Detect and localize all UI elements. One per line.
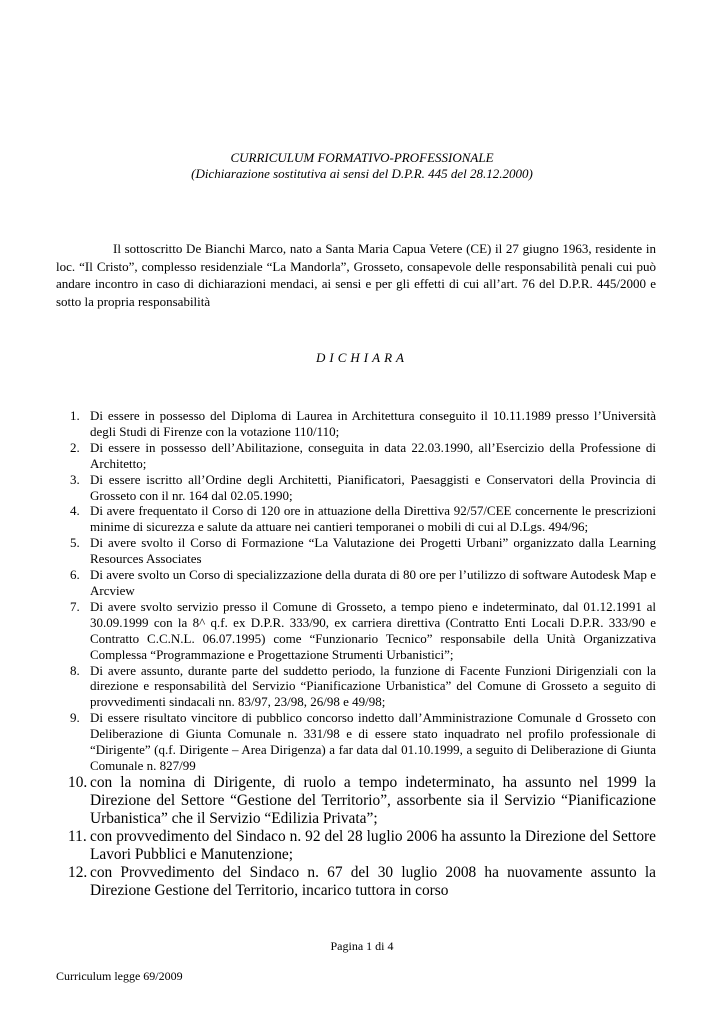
page-number: Pagina 1 di 4 [330, 939, 394, 953]
list-item [56, 864, 656, 900]
list-item [56, 599, 656, 663]
list-item [56, 710, 656, 774]
item-number: 4. [70, 503, 80, 519]
list-item [56, 567, 656, 599]
item-text: Di essere iscritto all’Ordine degli Architetti, Pianificatori, Paesaggisti e Conservatori della Provincia di Grosseto con il nr. 164 dal 02.05.1990; [90, 471, 656, 503]
item-text: con Provvedimento del Sindaco n. 67 del 30 luglio 2008 ha nuovamente assunto la Direzione Gestione del Territorio, incarico tuttora in corso [90, 864, 656, 900]
document-subtitle: (Dichiarazione sostitutiva ai sensi del D.P.R. 445 del 28.12.2000) [191, 166, 533, 181]
item-number: 12. [68, 864, 88, 882]
item-number: 2. [70, 439, 80, 455]
list-item [56, 472, 656, 504]
list-item [56, 408, 656, 440]
item-text: Di avere frequentato il Corso di 120 ore in attuazione della Direttiva 92/57/CEE concernente le prescrizioni minime di sicurezza e salute da attuare nei cantieri temporanei o mobili di cui al D.Lgs. 494/96; [90, 503, 656, 535]
item-text: Di avere svolto servizio presso il Comune di Grosseto, a tempo pieno e indeterminato, dal 01.12.1991 al 30.09.1999 con la 8^ q.f. ex D.P.R. 333/90, ex carriera direttiva (Contratto Enti Locali D.P.R. 333/90 e Contratto C.C.N.L. 06.07.1995) come “Funzionario Tecnico” responsabile della Unità Organizzativa Complessa “Programmazione e Progettazione Strumenti Urbanistici”; [90, 598, 656, 662]
item-text: Di avere assunto, durante parte del suddetto periodo, la funzione di Facente Funzioni Dirigenziali con la direzione e responsabilità del Servizio “Pianificazione Urbanistica” del Comune di Grosseto a seguito di provvedimenti sindacali nn. 83/97, 23/98, 26/98 e 49/98; [90, 662, 656, 710]
item-number: 10. [68, 773, 88, 791]
list-item [56, 535, 656, 567]
item-number: 9. [70, 710, 80, 726]
list-item [56, 440, 656, 472]
footer-note: Curriculum legge 69/2009 [56, 969, 183, 983]
document-title: CURRICULUM FORMATIVO-PROFESSIONALE [230, 150, 494, 165]
item-text: con la nomina di Dirigente, di ruolo a tempo indeterminato, ha assunto nel 1999 la Direzione del Settore “Gestione del Territorio”, assorbente sia il Servizio “Pianificazione Urbanistica” che il Servizio “Edilizia Privata”; [90, 773, 656, 828]
item-number: 6. [70, 567, 80, 583]
item-text: con provvedimento del Sindaco n. 92 del 28 luglio 2006 ha assunto la Direzione del Settore Lavori Pubblici e Manutenzione; [90, 828, 656, 864]
item-text: Di essere in possesso dell’Abilitazione, conseguita in data 22.03.1990, all’Esercizio della Professione di Architetto; [90, 439, 656, 471]
list-item [56, 663, 656, 711]
item-text: Di avere svolto il Corso di Formazione “La Valutazione dei Progetti Urbani” organizzato dalla Learning Resources Associates [90, 535, 656, 567]
list-item [56, 503, 656, 535]
item-number: 7. [70, 598, 80, 614]
item-number: 5. [70, 535, 80, 551]
item-text: Di essere in possesso del Diploma di Laurea in Architettura conseguito il 10.11.1989 presso l’Università degli Studi di Firenze con la votazione 110/110; [90, 408, 656, 439]
item-number: 3. [70, 471, 80, 487]
item-number: 1. [70, 408, 80, 423]
item-number: 8. [70, 662, 80, 678]
list-item [56, 774, 656, 828]
item-text: Di essere risultato vincitore di pubblico concorso indetto dall’Amministrazione Comunale d Grosseto con Deliberazione di Giunta Comunale n. 331/98 e di essere stato inquadrato nel profilo professionale di “Dirigente” (q.f. Dirigente – Area Dirigenza) a far data dal 01.10.1999, a seguito di Deliberazione di Giunta Comunale n. 827/99 [90, 710, 656, 773]
list-item [56, 828, 656, 864]
item-text: Di avere svolto un Corso di specializzazione della durata di 80 ore per l’utilizzo di software Autodesk Map e Arcview [90, 567, 656, 598]
item-number: 11. [68, 828, 87, 846]
intro-paragraph: Il sottoscritto De Bianchi Marco, nato a Santa Maria Capua Vetere (CE) il 27 giugno 1963, residente in loc. “Il Cristo”, complesso residenziale “La Mandorla”, Grosseto, consapevole delle responsabilità penali cui può andare incontro in caso di dichiarazioni mendaci, ai sensi e per gli effetti di cui all’art. 76 del D.P.R. 445/2000 e sotto la propria responsabilità [56, 241, 656, 309]
declaration-list [56, 408, 656, 901]
dichiara-heading: DICHIARA [316, 350, 408, 365]
